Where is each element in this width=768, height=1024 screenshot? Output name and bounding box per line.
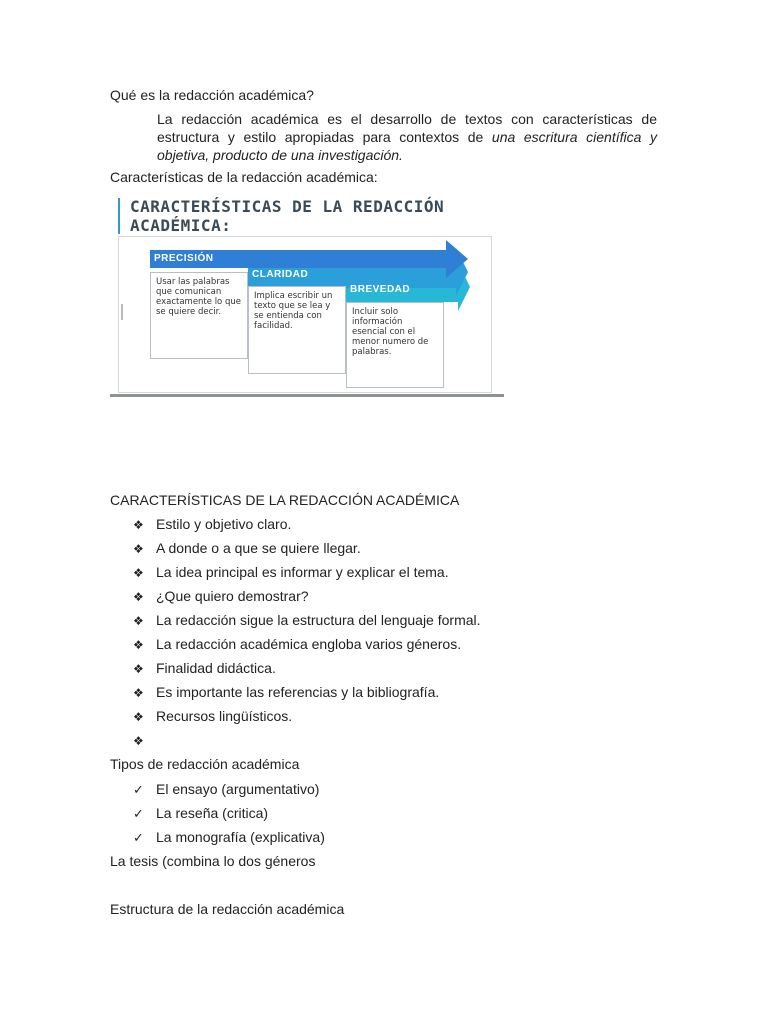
- definition-paragraph: [157, 110, 657, 164]
- box-brevedad: Incluir solo información esencial con el menor numero de palabras.: [346, 302, 444, 388]
- heading-caracteristicas-caps: CARACTERÍSTICAS DE LA REDACCIÓN ACADÉMICA: [110, 492, 460, 508]
- list-item: [133, 683, 439, 702]
- diamond-bullet-icon: ❖: [133, 686, 144, 700]
- label-precision: PRECISIÓN: [154, 253, 214, 264]
- list-item: [133, 563, 449, 582]
- list-item: [133, 611, 481, 630]
- box-claridad: Implica escribir un texto que se lea y se entienda con facilidad.: [248, 286, 346, 374]
- list-item-text: La redacción académica engloba varios géneros.: [156, 636, 462, 652]
- label-brevedad: BREVEDAD: [350, 284, 411, 295]
- definition-italic: una escritura científica y objetiva, producto de una investigación.: [157, 129, 657, 163]
- list-item: [133, 659, 276, 678]
- diamond-bullet-icon: ❖: [133, 566, 144, 580]
- list-item-text: Finalidad didáctica.: [156, 660, 276, 676]
- list-item-text: Es importante las referencias y la bibliografía.: [156, 684, 440, 700]
- type-item: [133, 828, 325, 848]
- heading-estructura: Estructura de la redacción académica: [110, 901, 345, 917]
- list-item: [133, 515, 291, 534]
- box-precision: Usar las palabras que comunican exactamente lo que se quiere decir.: [150, 272, 248, 359]
- checkmark-icon: ✓: [133, 831, 144, 846]
- list-item-text: ¿Que quiero demostrar?: [156, 588, 309, 604]
- list-item-text: La redacción sigue la estructura del lenguaje formal.: [156, 612, 481, 628]
- diamond-bullet-icon: ❖: [133, 518, 144, 532]
- diamond-bullet-icon: ❖: [133, 734, 144, 748]
- figure-title-line1: CARACTERÍSTICAS DE LA REDACCIÓN: [130, 197, 445, 216]
- list-item-text: La idea principal es informar y explicar el tema.: [156, 564, 449, 580]
- diamond-bullet-icon: ❖: [133, 590, 144, 604]
- heading-tipos: Tipos de redacción académica: [110, 756, 300, 772]
- type-item-text: La monografía (explicativa): [156, 829, 325, 845]
- list-item: [133, 635, 461, 654]
- list-item: [133, 539, 361, 558]
- type-item: [133, 804, 268, 824]
- heading-caracteristicas: Características de la redacción académica:: [110, 169, 378, 185]
- list-item: [133, 707, 292, 726]
- diamond-bullet-icon: ❖: [133, 710, 144, 724]
- list-item: [133, 587, 309, 606]
- definition-text: La redacción académica es el desarrollo de textos con características de estructura y estilo apropiadas para contextos de: [157, 111, 657, 145]
- label-claridad: CLARIDAD: [252, 269, 309, 280]
- list-item-text: Recursos lingüísticos.: [156, 708, 293, 724]
- type-item-text: La reseña (critica): [156, 805, 269, 821]
- figure-bottom-rule: [110, 394, 504, 397]
- figure-title-line2: ACADÉMICA:: [130, 216, 232, 235]
- diamond-bullet-icon: ❖: [133, 542, 144, 556]
- type-item: [133, 780, 319, 800]
- list-item-text: A donde o a que se quiere llegar.: [156, 540, 361, 556]
- type-item-text: El ensayo (argumentativo): [156, 781, 320, 797]
- diamond-bullet-icon: ❖: [133, 614, 144, 628]
- list-item-text: Estilo y objetivo claro.: [156, 516, 292, 532]
- characteristics-figure: [110, 192, 504, 400]
- diamond-bullet-icon: ❖: [133, 662, 144, 676]
- checkmark-icon: ✓: [133, 807, 144, 822]
- diamond-bullet-icon: ❖: [133, 638, 144, 652]
- tesis-line: La tesis (combina lo dos géneros: [110, 853, 316, 869]
- checkmark-icon: ✓: [133, 783, 144, 798]
- heading-que-es: Qué es la redacción académica?: [110, 87, 314, 103]
- list-item: [133, 731, 156, 750]
